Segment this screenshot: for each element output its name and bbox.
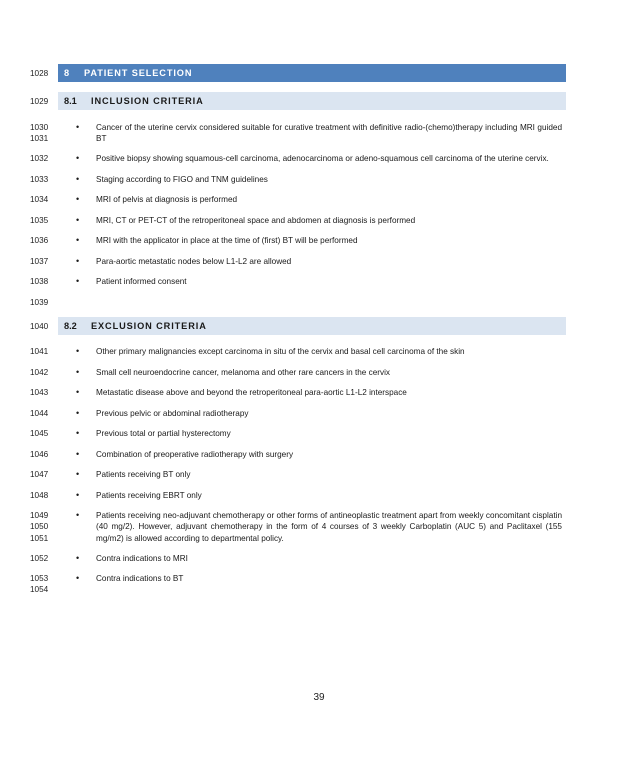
line-number: 1047 [30, 470, 49, 479]
criteria-item: Patients receiving neo-adjuvant chemotherapy or other forms of antineoplastic treatment apart from weekly concomitant cisplatin (40 mg/2). However, adjuvant chemotherapy in the form of 4 courses of 3 weekly Carboplatin (AUC 5) and Paclitaxel (155 mg/m2) is allowed according to departmental policy. [96, 511, 562, 543]
line-number: 1038 [30, 277, 49, 286]
line-number: 1032 [30, 154, 49, 163]
line-number: 1034 [30, 195, 49, 204]
inclusion-number: 8.1 [64, 96, 77, 106]
bullet-icon: • [76, 153, 80, 163]
bullet-icon: • [76, 194, 80, 204]
line-number: 1028 [30, 69, 49, 78]
bullet-icon: • [76, 256, 80, 266]
line-number: 1029 [30, 97, 49, 106]
line-number: 1048 [30, 491, 49, 500]
bullet-icon: • [76, 235, 80, 245]
criteria-item: MRI of pelvis at diagnosis is performed [96, 195, 238, 204]
criteria-item: Staging according to FIGO and TNM guidelines [96, 175, 268, 184]
exclusion-heading [58, 317, 566, 335]
bullet-icon: • [76, 346, 80, 356]
bullet-icon: • [76, 174, 80, 184]
line-number: 1031 [30, 134, 49, 144]
bullet-icon: • [76, 510, 80, 520]
bullet-icon: • [76, 490, 80, 500]
line-number: 1042 [30, 368, 49, 377]
criteria-item: Patient informed consent [96, 277, 187, 286]
line-number: 1040 [30, 322, 49, 331]
line-number: 1054 [30, 585, 49, 595]
line-number: 1043 [30, 388, 49, 397]
criteria-item: Cancer of the uterine cervix considered suitable for curative treatment with definitive radio-(chemo)therapy including MRI guided BT [96, 123, 562, 144]
bullet-icon: • [76, 573, 80, 583]
inclusion-title: INCLUSION CRITERIA [91, 96, 204, 106]
bullet-icon: • [76, 449, 80, 459]
criteria-item: Contra indications to BT [96, 574, 184, 583]
bullet-icon: • [76, 387, 80, 397]
bullet-icon: • [76, 469, 80, 479]
bullet-icon: • [76, 408, 80, 418]
criteria-item: Previous total or partial hysterectomy [96, 429, 231, 438]
criteria-item: MRI, CT or PET-CT of the retroperitoneal space and abdomen at diagnosis is performed [96, 216, 416, 225]
criteria-item: Para-aortic metastatic nodes below L1-L2 are allowed [96, 257, 292, 266]
section-title: PATIENT SELECTION [84, 68, 193, 78]
section-number: 8 [64, 68, 70, 78]
bullet-icon: • [76, 276, 80, 286]
line-number: 1041 [30, 347, 49, 356]
line-number: 1051 [30, 533, 49, 543]
line-number: 1033 [30, 175, 49, 184]
criteria-item: Previous pelvic or abdominal radiotherapy [96, 409, 249, 418]
criteria-item: Patients receiving EBRT only [96, 491, 202, 500]
section-heading [58, 64, 566, 82]
criteria-item: Metastatic disease above and beyond the retroperitoneal para-aortic L1-L2 interspace [96, 388, 407, 397]
line-number: 1052 [30, 554, 49, 563]
page-number: 39 [313, 692, 325, 703]
line-number: 1037 [30, 257, 49, 266]
criteria-item: Positive biopsy showing squamous-cell carcinoma, adenocarcinoma or adeno-squamous cell carcinoma of the uterine cervix. [96, 154, 549, 163]
line-number: 1035 [30, 216, 49, 225]
criteria-item: Combination of preoperative radiotherapy with surgery [96, 450, 294, 459]
criteria-item: Small cell neuroendocrine cancer, melanoma and other rare cancers in the cervix [96, 368, 390, 377]
line-number: 1039 [30, 298, 49, 307]
bullet-icon: • [76, 215, 80, 225]
line-number: 1053 [30, 574, 49, 583]
exclusion-title: EXCLUSION CRITERIA [91, 321, 207, 331]
exclusion-number: 8.2 [64, 321, 77, 331]
bullet-icon: • [76, 428, 80, 438]
criteria-item: MRI with the applicator in place at the time of (first) BT will be performed [96, 236, 358, 245]
inclusion-heading [58, 92, 566, 110]
criteria-item: Other primary malignancies except carcinoma in situ of the cervix and basal cell carcinoma of the skin [96, 347, 465, 356]
bullet-icon: • [76, 122, 80, 132]
criteria-item: Patients receiving BT only [96, 470, 191, 479]
bullet-icon: • [76, 367, 80, 377]
line-number: 1049 [30, 511, 49, 520]
criteria-item: Contra indications to MRI [96, 554, 188, 563]
line-number: 1046 [30, 450, 49, 459]
line-number: 1044 [30, 409, 49, 418]
bullet-icon: • [76, 553, 80, 563]
line-number: 1030 [30, 123, 49, 132]
line-number: 1036 [30, 236, 49, 245]
line-number: 1045 [30, 429, 49, 438]
line-number: 1050 [30, 522, 49, 532]
